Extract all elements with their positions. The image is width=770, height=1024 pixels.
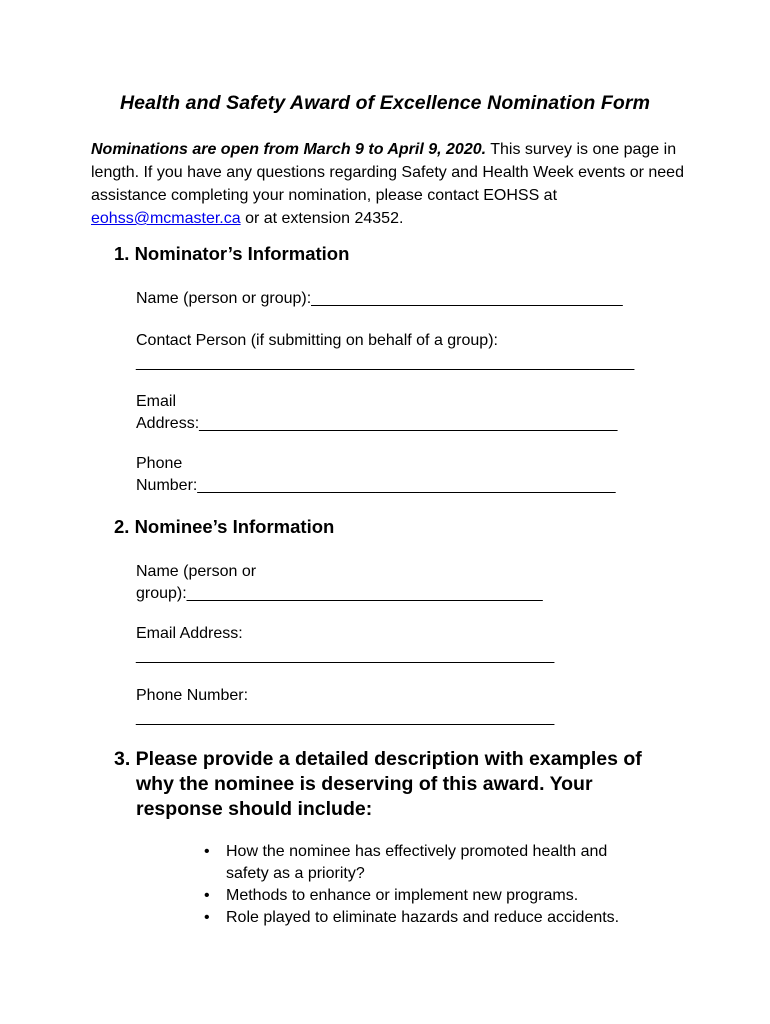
nominee-email-field[interactable]: _______________________________________________ (136, 647, 555, 664)
list-item-text: Role played to eliminate hazards and reduce accidents. (226, 909, 620, 926)
nominator-phone-field[interactable]: Number:_______________________________________________ (136, 477, 616, 494)
nominator-email-field[interactable]: Address:_______________________________________________ (136, 415, 618, 432)
intro-text-1: This survey is one page in length. If you have any questions regarding Safety and Health Week events or need assistance completing your nomination, please contact EOHSS at (91, 141, 684, 204)
bullet-icon: • (204, 843, 210, 860)
bullet-icon: • (204, 887, 210, 904)
nominee-phone-field[interactable]: _______________________________________________ (136, 709, 555, 726)
nominator-email-label: Email (136, 393, 177, 410)
nominator-phone-label: Phone (136, 455, 183, 472)
list-item-text: Methods to enhance or implement new programs. (226, 887, 579, 904)
section-3-heading-line-1: 3. Please provide a detailed description with examples of (114, 748, 642, 770)
list-item (204, 907, 674, 929)
section-3-heading-line-2: why the nominee is deserving of this award. Your (136, 773, 593, 795)
nominee-name-label: Name (person or (136, 563, 257, 580)
nominator-name-field[interactable]: Name (person or group):___________________________________ (136, 290, 623, 307)
criteria-list (204, 841, 674, 929)
list-item-text: How the nominee has effectively promoted health and (226, 843, 608, 860)
intro-lead: Nominations are open from March 9 to April 9, 2020. (91, 141, 487, 158)
section-1-heading: 1. Nominator’s Information (114, 243, 350, 264)
nominee-name-field[interactable]: group):________________________________________ (136, 585, 543, 602)
list-item (204, 841, 674, 885)
contact-person-label: Contact Person (if submitting on behalf of a group): (136, 332, 498, 349)
section-3-heading-line-3: response should include: (136, 798, 373, 820)
intro-text-2: or at extension 24352. (240, 210, 404, 227)
list-item-text-cont: safety as a priority? (226, 865, 365, 882)
bullet-icon: • (204, 909, 210, 926)
email-link[interactable]: eohss@mcmaster.ca (91, 210, 241, 227)
nominee-email-label: Email Address: (136, 625, 243, 642)
contact-person-field[interactable]: ________________________________________________________ (136, 354, 635, 371)
section-3-heading (114, 747, 674, 822)
section-2-heading: 2. Nominee’s Information (114, 516, 335, 537)
nominee-phone-label: Phone Number: (136, 687, 249, 704)
intro-paragraph (91, 138, 691, 230)
form-title: Health and Safety Award of Excellence Nomination Form (119, 92, 651, 114)
list-item (204, 885, 674, 907)
